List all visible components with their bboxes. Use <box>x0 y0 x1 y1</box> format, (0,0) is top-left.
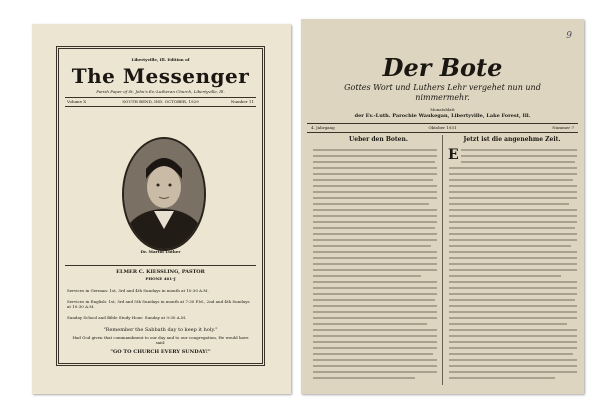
col2-body-text <box>447 147 579 385</box>
column-divider <box>442 135 443 385</box>
col1-body-text <box>311 147 439 385</box>
church-motto: "GO TO CHURCH EVERY SUNDAY!" <box>110 349 211 355</box>
bote-rule-bottom <box>307 132 578 133</box>
masthead-rule-bottom <box>65 106 256 107</box>
bote-subtitle1: Monatsblatt <box>430 107 455 112</box>
pastor-name: ELMER C. KIESSLING, PASTOR <box>116 269 205 275</box>
bote-date: Oktober 1931 <box>428 125 457 130</box>
sabbath-quote: "Remember the Sabbath day to keep it holy." <box>103 327 218 333</box>
pastor-phone: PHONE 461-J <box>145 276 176 281</box>
portrait-caption: Dr. Martin Luther <box>140 249 181 254</box>
masthead-rule-top <box>65 97 256 98</box>
portrait-engraving <box>124 139 204 249</box>
nummer: Nummer 7 <box>552 125 574 130</box>
issue-line: Libertyville, Ill. Edition of <box>131 57 190 62</box>
service-german: Services in German: 1st, 3rd and 4th Sundays in month at 10:30 A.M. <box>67 288 209 293</box>
service-english: Services in English: 1st, 3rd and 5th Sundays in month at 7:30 P.M., 2nd and 4th Sundays at 10:30 A.M. <box>67 299 250 309</box>
der-bote-page <box>301 19 584 394</box>
dateline: SOUTH BEND, IND. OCTOBER, 1929 <box>122 99 199 104</box>
bote-subtitle2: der Ev.-Luth. Parochie Waukegan, Libertyville, Lake Forest, Ill. <box>354 113 531 119</box>
cover-border <box>56 46 265 366</box>
pastor-rule <box>65 265 256 266</box>
messenger-cover <box>32 24 291 394</box>
sunday-school: Sunday School and Bible Study Hour: Sunday at 9:30 A.M. <box>67 315 187 320</box>
bote-rule-top <box>307 123 578 124</box>
commandment-text: Had God given that commandment to our day and to our congregation, He would have said: <box>72 335 249 345</box>
col2-title: Jetzt ist die angenehme Zeit. <box>463 136 561 143</box>
bote-motto: Gottes Wort und Luthers Lehr vergehet nun und nimmermehr. <box>344 83 541 102</box>
volume: Volume X <box>67 99 87 104</box>
jahrgang: 4. Jahrgang <box>311 125 335 130</box>
col1-title: Ueber den Boten. <box>349 136 408 143</box>
subtitle: Parish Paper of St. John's Ev.-Lutheran Church, Libertyville, Ill. <box>96 89 225 94</box>
bote-masthead: Der Bote <box>382 53 503 82</box>
masthead: The Messenger <box>71 64 250 88</box>
drop-cap: E <box>448 147 459 163</box>
luther-portrait <box>122 137 206 251</box>
issue-number: Number 11 <box>230 99 254 104</box>
page-mark: 9 <box>566 31 572 41</box>
